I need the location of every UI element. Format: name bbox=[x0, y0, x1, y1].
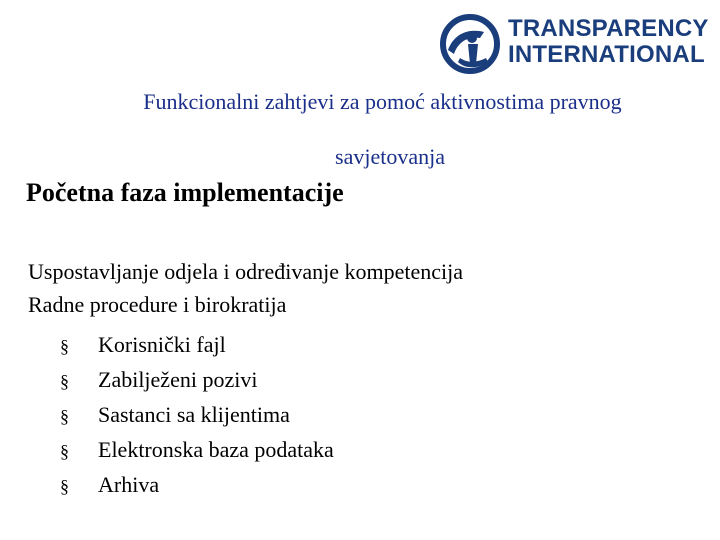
bullet-item bbox=[60, 363, 334, 398]
bullet-text: Sastanci sa klijentima bbox=[98, 402, 290, 427]
list-item: Uspostavljanje odjela i određivanje kompetencija bbox=[28, 259, 463, 284]
bullet-text: Korisnički fajl bbox=[98, 332, 226, 357]
bullet-item bbox=[60, 433, 334, 468]
logo-line-1: TRANSPARENCY bbox=[508, 15, 709, 42]
list-item: Radne procedure i birokratija bbox=[28, 292, 287, 317]
bullet-item bbox=[60, 468, 334, 503]
bullet-icon: § bbox=[60, 406, 69, 426]
bullet-text: Zabilježeni pozivi bbox=[98, 367, 258, 392]
main-item-list bbox=[28, 255, 463, 321]
logo-mark-icon bbox=[440, 14, 500, 74]
bullet-icon: § bbox=[60, 441, 69, 461]
bullet-text: Arhiva bbox=[98, 472, 160, 497]
subtitle-line-1: Funkcionalni zahtjevi za pomoć aktivnostima pravnog bbox=[143, 89, 622, 114]
slide-heading: Početna faza implementacije bbox=[26, 178, 344, 207]
bullet-text: Elektronska baza podataka bbox=[98, 437, 334, 462]
logo-wordmark bbox=[508, 16, 709, 68]
subtitle-line-2: savjetovanja bbox=[335, 144, 445, 169]
bullet-icon: § bbox=[60, 476, 69, 496]
bullet-item bbox=[60, 398, 334, 433]
bullet-icon: § bbox=[60, 371, 69, 391]
bullet-icon: § bbox=[60, 336, 69, 356]
transparency-international-logo bbox=[440, 12, 710, 76]
sub-item-list bbox=[60, 328, 334, 503]
logo-line-2: INTERNATIONAL bbox=[508, 41, 705, 68]
bullet-item bbox=[60, 328, 334, 363]
slide-subtitle bbox=[30, 88, 710, 171]
